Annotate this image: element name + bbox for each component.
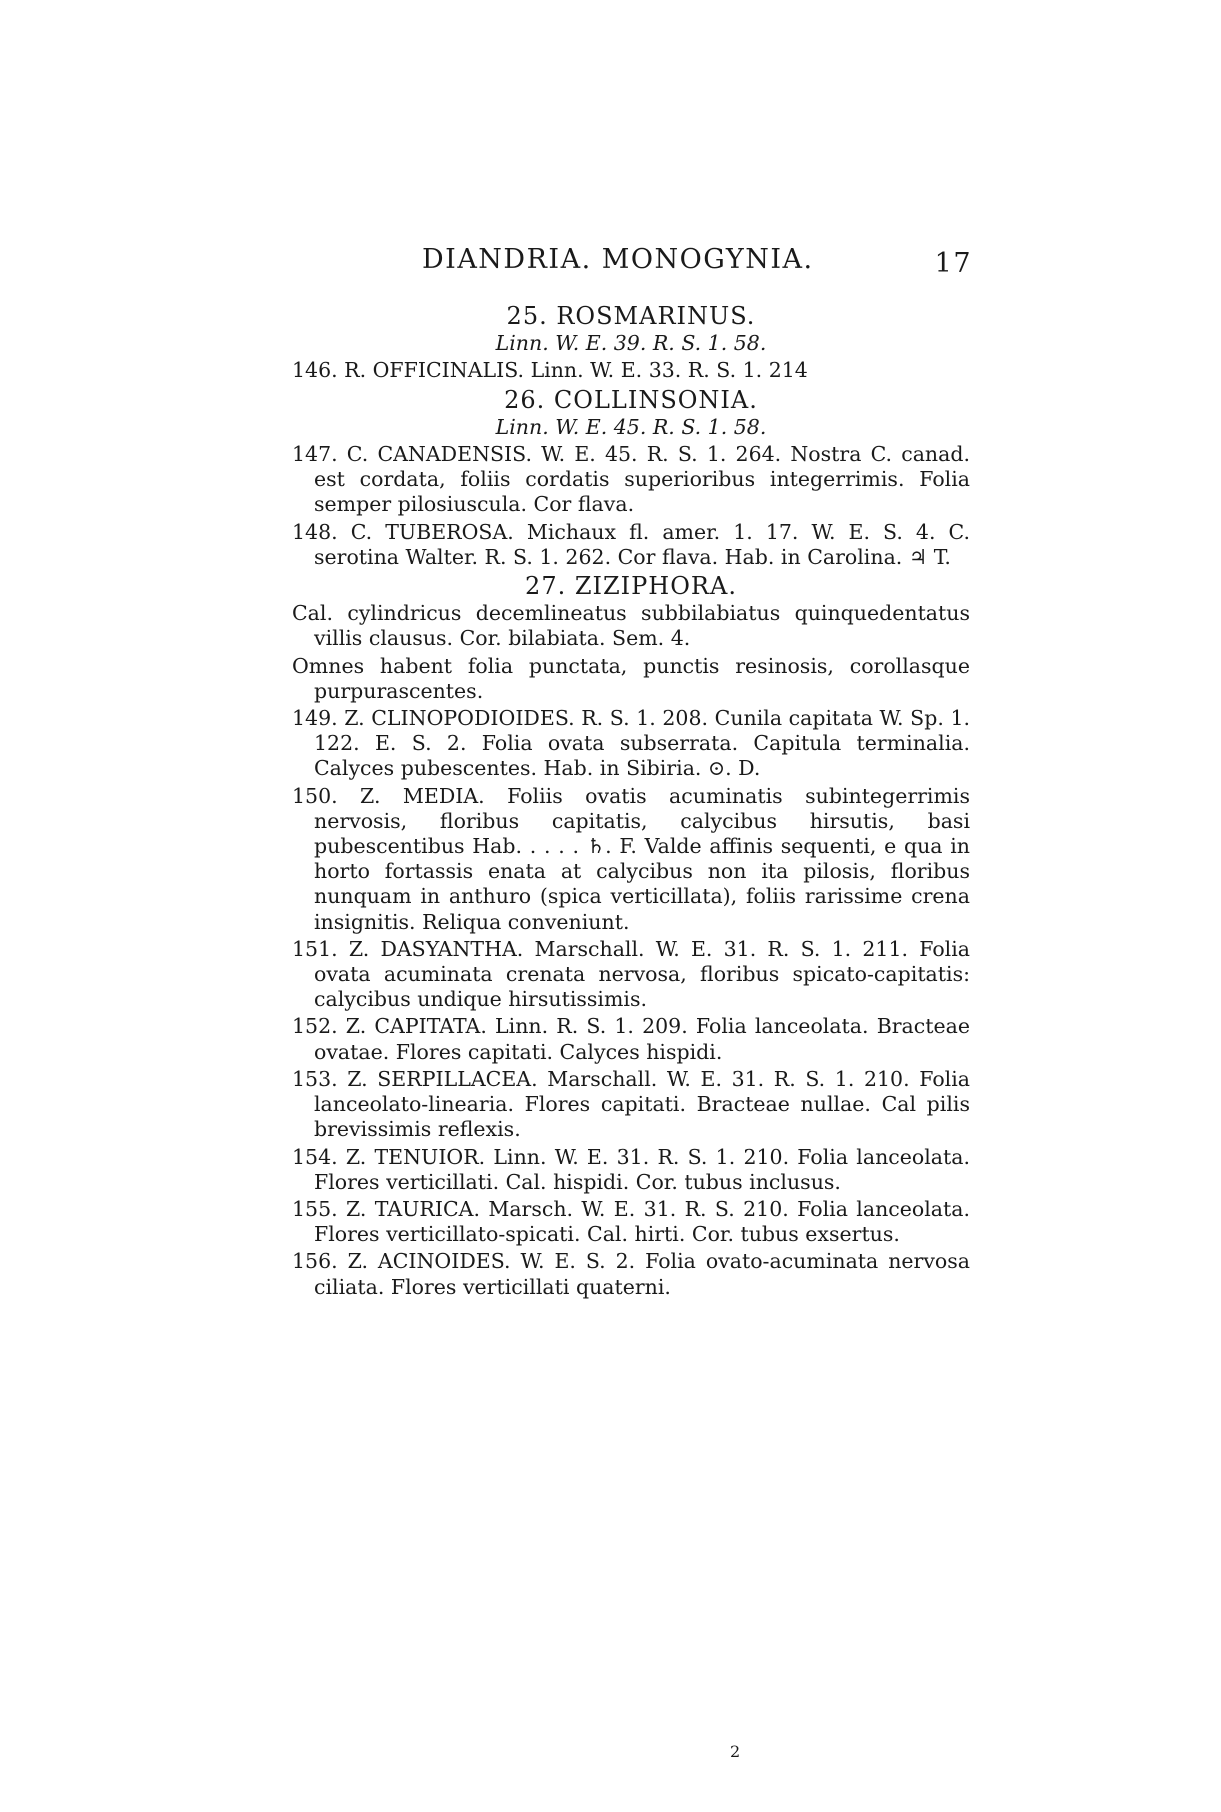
species-entry: 153. Z. SERPILLACEA. Marschall. W. E. 31. R. S. 1. 210. Folia lanceolato-linearia. Flores capitati. Bracteae nullae. Cal pilis brevissimis reflexis.: [292, 1066, 970, 1142]
running-header: [292, 244, 972, 279]
page-body: [292, 300, 970, 1302]
header-title: DIANDRIA. MONOGYNIA.: [422, 244, 814, 275]
species-entry: 147. C. CANADENSIS. W. E. 45. R. S. 1. 264. Nostra C. canad. est cordata, foliis cordatis superioribus integerrimis. Folia semper pilosiuscula. Cor flava.: [292, 442, 970, 517]
species-entry: 149. Z. CLINOPODIOIDES. R. S. 1. 208. Cunila capitata W. Sp. 1. 122. E. S. 2. Folia ovata subserrata. Capitula terminalia. Calyces pubescentes. Hab. in Sibiria. ⊙. D.: [292, 706, 970, 781]
species-entry: 146. R. OFFICINALIS. Linn. W. E. 33. R. S. 1. 214: [292, 358, 808, 383]
species-entry: 148. C. TUBEROSA. Michaux fl. amer. 1. 17. W. E. S. 4. C. serotina Walter. R. S. 1. 262. Cor flava. Hab. in Carolina. ♃ T.: [292, 519, 970, 569]
genus-note: Omnes habent folia punctata, punctis resinosis, corollasque purpurascentes.: [292, 653, 970, 703]
species-entry: 150. Z. MEDIA. Foliis ovatis acuminatis subintegerrimis nervosis, floribus capitatis, calycibus hirsutis, basi pubescentibus Hab. . . . . ♄. F. Valde affinis sequenti, e qua in horto fortassis enata at calycibus non ita pilosis, floribus nunquam in anthuro (spica verticillata), foliis rarissime crena insignitis. Reliqua conveniunt.: [292, 783, 970, 934]
genus-heading: 25. ROSMARINUS.: [506, 302, 756, 330]
genus-heading: 26. COLLINSONIA.: [504, 385, 758, 414]
genus-description: Cal. cylindricus decemlineatus subbilabiatus quinquedentatus villis clausus. Cor. bilabiata. Sem. 4.: [292, 601, 970, 651]
species-entry: 156. Z. ACINOIDES. W. E. S. 2. Folia ovato-acuminata nervosa ciliata. Flores verticillati quaterni.: [292, 1249, 970, 1299]
genus-reference: Linn. W. E. 39. R. S. 1. 58.: [495, 331, 767, 356]
genus-heading: 27. ZIZIPHORA.: [525, 572, 737, 601]
page-number: 17: [934, 248, 972, 279]
species-entry: 151. Z. DASYANTHA. Marschall. W. E. 31. R. S. 1. 211. Folia ovata acuminata crenata nervosa, floribus spicato-capitatis: calycibus undique hirsutissimis.: [292, 936, 970, 1012]
species-entry: 154. Z. TENUIOR. Linn. W. E. 31. R. S. 1. 210. Folia lanceolata. Flores verticillati. Cal. hispidi. Cor. tubus inclusus.: [292, 1144, 970, 1194]
genus-reference: Linn. W. E. 45. R. S. 1. 58.: [495, 414, 767, 439]
signature-mark: 2: [730, 1742, 741, 1761]
species-entry: 155. Z. TAURICA. Marsch. W. E. 31. R. S. 210. Folia lanceolata. Flores verticillato-spicati. Cal. hirti. Cor. tubus exsertus.: [292, 1196, 970, 1247]
species-entry: 152. Z. CAPITATA. Linn. R. S. 1. 209. Folia lanceolata. Bracteae ovatae. Flores capitati. Calyces hispidi.: [292, 1014, 970, 1064]
